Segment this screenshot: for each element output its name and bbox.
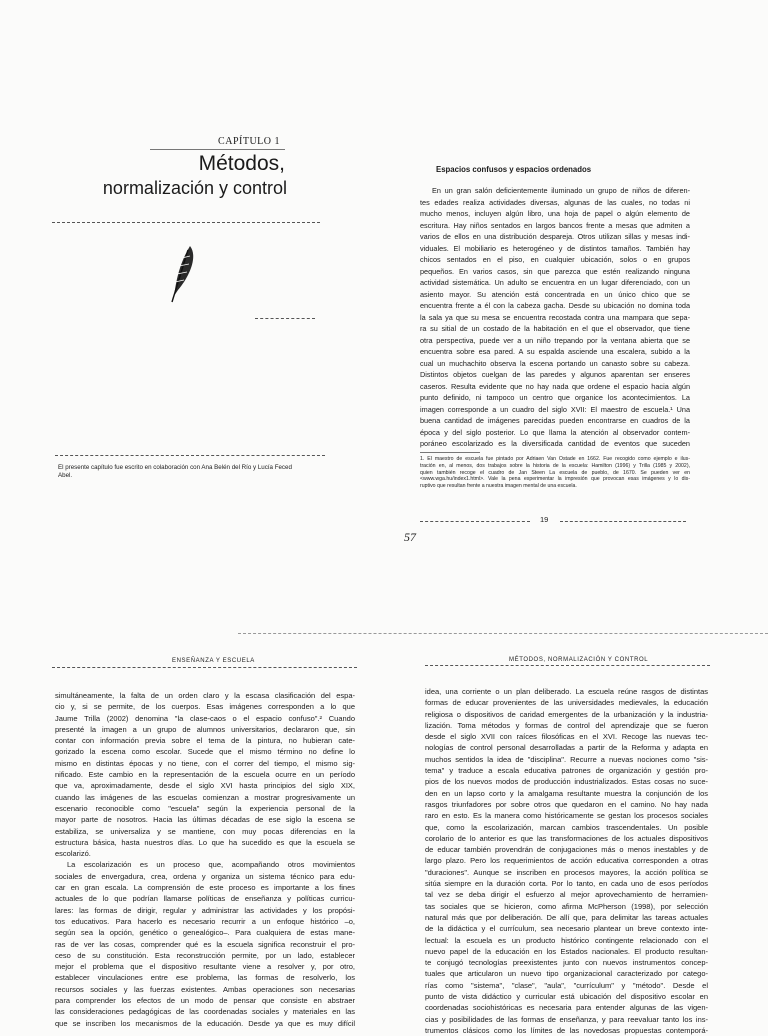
page-number-rule-right bbox=[560, 521, 686, 522]
text-line: nuevo papel de la educación en los Estados nacionales. El producto resultan- bbox=[425, 946, 708, 956]
text-line: que, como la escolarización, marcan cambios trascendentales. Un posible bbox=[425, 822, 708, 832]
text-line: mejor el problema que el dispositivo resultante viene a resolver y, por otro, bbox=[55, 962, 355, 972]
footnote-line: tración en, al menos, dos trabajos sobre la historia de la escuela: Hamilton (1996) y Trilla (1985 y 2002), bbox=[420, 462, 690, 469]
text-line: establecer vinculaciones entre ese problema, las formas de resolverlo, los bbox=[55, 973, 355, 983]
text-line: para comprender los efectos de un modo de pensar que consiste en abstraer bbox=[55, 996, 355, 1006]
text-line: de la didáctica y el currículum, sea necesario plantear un breve contexto inte- bbox=[425, 924, 708, 934]
text-line: punto de vista didáctico y curricular está ubicación del dispositivo escolar en bbox=[425, 992, 708, 1002]
text-line: lares: las formas de dirigir, regular y administrar las actividades y los propósi- bbox=[55, 905, 355, 915]
text-line: corolario de lo anterior es que las transformaciones de los actuales dispositivos bbox=[425, 833, 708, 843]
text-line: simultáneamente, la falta de un orden claro y la escasa clasificación del espa- bbox=[55, 691, 355, 700]
text-line: ras de ver las cosas, comprender qué es la escuela significa reconstruir el pro- bbox=[55, 939, 355, 949]
text-line: imagen corresponde a un cuadro del siglo XVII: El maestro de escuela.¹ Una bbox=[420, 404, 690, 414]
text-line: presenté la imagen a un grupo de alumnos universitarios, declararon que, sin bbox=[55, 724, 355, 734]
running-head: ENSEÑANZA Y ESCUELA bbox=[172, 658, 255, 664]
text-line: que se inscriben los mecanismos de la educación. Desde ya que es muy difícil bbox=[55, 1018, 355, 1028]
chapter-title-line-1: Métodos, bbox=[198, 152, 285, 175]
chapter-label: CAPÍTULO 1 bbox=[218, 136, 280, 147]
footnote-line: El presente capítulo fue escrito en colaboración con Ana Belén del Río y Lucía Feced bbox=[58, 464, 292, 471]
text-line: tes edades realiza actividades diversas, algunas de las cuales, no todas ni bbox=[420, 197, 690, 207]
text-line: chicos sentados en el piso, en cualquier ubicación, solos o en grupos bbox=[420, 255, 690, 264]
text-line: época y del siglo posterior. Lo que llama la atención al observador contem- bbox=[420, 427, 690, 437]
text-line: sitúa siempre en la duración corta. Por lo tanto, en cada uno de esos períodos bbox=[425, 879, 708, 889]
text-line: tal vez se deba dirigir el esfuerzo al mejor aprovechamiento de herramien- bbox=[425, 890, 708, 900]
text-line: sociales de envergadura, crea, ordena y organiza un sistema técnico para edu- bbox=[55, 871, 355, 881]
body-text bbox=[425, 686, 708, 1036]
text-line: den en un lapso corto y la amalgama resultante muestra la conjunción de los bbox=[425, 788, 708, 798]
body-text bbox=[55, 690, 355, 1029]
text-line: de educar también provendrán de conjugaciones más o menos inestables y de bbox=[425, 845, 708, 855]
text-line: La escolarización es un proceso que, acompañando otros movimientos bbox=[67, 860, 355, 870]
text-line: escritura. Hay niños sentados en largos bancos frente a mesas que admiten a bbox=[420, 220, 690, 230]
text-line: cio y, si se permite, de los cuerpos. Esas imágenes corresponden a lo que bbox=[55, 702, 355, 712]
text-line: actuales de lo que podrían llamarse políticas de enseñanza y políticas curricu- bbox=[55, 894, 355, 904]
text-line: rasgos triunfadores por sobre otros que quedaron en el camino. No hay nada bbox=[425, 799, 708, 809]
footnotes bbox=[420, 456, 690, 490]
text-line: encuentra sobre esa pared. A su espalda asciende una escalera, subido a la bbox=[420, 347, 690, 356]
text-line: estructura básica, hasta nuestros días. Lo que ha sucedido es que la escuela se bbox=[55, 837, 355, 847]
page-number-rule-left bbox=[420, 521, 530, 522]
chapter-title-line-2: normalización y control bbox=[102, 178, 287, 198]
text-line: trumentos clásicos como los límites de las novedosas propuestas contemporá- bbox=[425, 1025, 708, 1035]
text-line: mucho menos, incluyen algún libro, una hoja de papel o algún elemento de bbox=[420, 209, 690, 218]
footnote-line: <www.wga.hu/index1.html>. Vale la pena experimentar la impresión que provocan esas imágenes y lo dis- bbox=[420, 476, 690, 483]
running-head-rule bbox=[52, 667, 357, 668]
handwritten-page-mark: 57 bbox=[404, 530, 416, 544]
text-line: según sea la opción, genético o genealógico–. Para cualquiera de estas mane- bbox=[55, 928, 355, 938]
text-line: que va, aproximadamente, desde el siglo XVI hasta principios del siglo XIX, bbox=[55, 781, 355, 791]
text-line: ra su sitial de un costado de la habitación en el que el observador, que tiene bbox=[420, 324, 690, 333]
running-head: MÉTODOS, NORMALIZACIÓN Y CONTROL bbox=[509, 657, 649, 663]
page-number: 19 bbox=[540, 515, 549, 524]
text-line: idea, una corriente o un plan deliberado. La escuela reúne rasgos de distintas bbox=[425, 687, 708, 696]
text-line: mayor parte de nosotros. Hacia las últimas décadas de ese siglo la escena se bbox=[55, 815, 355, 825]
text-line: tema" y traduce a escala educativa patrones de organización y gestión pro- bbox=[425, 766, 708, 776]
text-line: otra perspectiva, puede ver a un niño trepando por la ventana abierta que se bbox=[420, 335, 690, 345]
text-line: natural más que por deliberación. De allí que, para delimitar las tareas actuales bbox=[425, 912, 708, 922]
text-line: varios de ellos en una distribución despareja. Otros utilizan sillas y mesas indi- bbox=[420, 232, 690, 241]
text-line: gorizado la escena como escolar. Sucede que el mismo término no define lo bbox=[55, 747, 355, 757]
text-line: recursos sociales y las fuerzas existentes. Ambas operaciones son necesarias bbox=[55, 984, 355, 994]
footnote-line: ruptivo que resultan frente a nuestra imagen mental de una escuela. bbox=[420, 483, 577, 490]
scan-divider bbox=[238, 633, 768, 634]
text-line: largo plazo. Pero los requerimientos de acción educativa corresponden a otras bbox=[425, 856, 708, 866]
text-line: formas de educar provenientes de las universidades medievales, la educación bbox=[425, 698, 708, 708]
text-line: cias y posibilidades de las formas de enseñanza, y para reevaluar tanto los ins- bbox=[425, 1014, 708, 1024]
text-line: Distintos objetos cuelgan de las paredes y algunos aparentan ser enseres bbox=[420, 370, 690, 379]
text-line: ceso de su constitución. Esta reconstrucción permite, por un lado, establecer bbox=[55, 950, 355, 960]
text-line: mismo en distintas épocas y no tiene, con el correr del tiempo, el mismo sig- bbox=[55, 758, 355, 768]
text-line: poráneo escolarizado es la diversificada cantidad de eventos que suceden bbox=[420, 439, 690, 448]
footnote-line: 1. El maestro de escuela fue pintado por Adriaen Van Ostade en 1662. Fue recogido como ejemplo e ilus- bbox=[420, 456, 690, 462]
text-line: las consideraciones pedagógicas de las coordenadas sociales y materiales en las bbox=[55, 1007, 355, 1017]
text-line: punto definido, ni tampoco un centro que organice los acontecimientos. La bbox=[420, 393, 690, 402]
text-line: caseros. Resulta evidente que no hay nada que ordene el espacio hacia algún bbox=[420, 381, 690, 391]
text-line: "duraciones". Aunque se inscriben en procesos mayores, la acción política se bbox=[425, 867, 708, 877]
footnote-line: quien también recoge el cuadro de Jan Steen La escuela de pueblo, de 1670. Se pueden ver en bbox=[420, 469, 690, 476]
text-line: escenario reconocible como "escuela" según la experiencia personal de la bbox=[55, 803, 355, 813]
text-line: nologías de control personal desarrolladas a partir de la Reforma y adapta en bbox=[425, 743, 708, 753]
text-line: rías como "sistema", "clase", "aula", "currículum" y "método". Desde el bbox=[425, 980, 708, 990]
footnote-rule bbox=[420, 452, 480, 453]
text-line: te conjugó tecnologías preexistentes junto con nuevos instrumentos concep- bbox=[425, 958, 708, 968]
text-line: asiento mayor. Su atención está concentrada en un único chico que se bbox=[420, 289, 690, 299]
text-line: nificado. Este cambio en la representación de la escuela ocurre en un período bbox=[55, 770, 355, 780]
text-line: desde el siglo XVII con raíces filosóficas en el XVI. Recoge las nuevas tec- bbox=[425, 732, 708, 742]
text-line: pios de los nuevos modos de producción industrializados. Estas cosas no suce- bbox=[425, 777, 708, 787]
running-head-rule bbox=[425, 665, 710, 666]
text-line: viduales. El mobiliario es heterogéneo y de distintos tamaños. También hay bbox=[420, 243, 690, 253]
text-line: raro en esto. Es la manera como históricamente se gestan los procesos sociales bbox=[425, 811, 708, 821]
text-line: religiosa o dispositivos de caridad emergentes de la urbanización y la industria- bbox=[425, 709, 708, 719]
text-line: coordenadas sociohistóricas es necesaria para entender algunas de las vigen- bbox=[425, 1003, 708, 1013]
text-line: encuentra frente a él con la cabeza gacha. Desde su ubicación no domina toda bbox=[420, 301, 690, 310]
text-line: contar con información previa sobre el tema de la pintura, no hubieran cate- bbox=[55, 736, 355, 746]
body-text bbox=[420, 185, 690, 450]
text-line: cuando las imágenes de las escuelas comienzan a mostrar progresivamente un bbox=[55, 792, 355, 802]
text-line: pequeños. En varios casos, sin que parezca que estén realizando ninguna bbox=[420, 266, 690, 276]
text-line: estabiliza, se universaliza y se mantiene, con muy pocas diferencias en la bbox=[55, 826, 355, 836]
text-line: lización. Toma métodos y formas de control del aprendizaje que se fueron bbox=[425, 720, 708, 730]
footnote-line: Abel. bbox=[58, 472, 73, 479]
text-line: tos educativos. Para hacerlo es necesario recurrir a un enfoque histórico –o, bbox=[55, 916, 355, 926]
text-line: Jaume Trilla (2002) denomina "la clase-caos o el espacio confuso".² Cuando bbox=[55, 713, 355, 723]
text-line: En un gran salón deficientemente iluminado un grupo de niños de diferen- bbox=[432, 186, 690, 195]
text-line: lectual: la escuela es un producto histórico contingente relacionado con el bbox=[425, 935, 708, 945]
text-line: buena cantidad de imágenes parecidas pueden encontrarse en cuadros de la bbox=[420, 416, 690, 425]
text-line: muchos sentidos la idea de "disciplina". Recurre a nuevas nociones como "sis- bbox=[425, 754, 708, 764]
text-line: cual un muchachito observa la escena portando un canasto sobre su cabeza. bbox=[420, 358, 690, 368]
text-line: escolarizó. bbox=[55, 849, 91, 859]
text-line: tuales que articularon un nuevo tipo organizacional caracterizado por catego- bbox=[425, 969, 708, 979]
text-line: car en gran escala. La comprensión de este proceso es importante a los fines bbox=[55, 883, 355, 893]
section-heading: Espacios confusos y espacios ordenados bbox=[436, 165, 592, 174]
text-line: actividad sistemática. Un adulto se encuentra en un lugar diferenciado, con un bbox=[420, 278, 690, 287]
text-line: tas sociales que se hicieron, como afirma McPherson (1998), por selección bbox=[425, 901, 708, 911]
text-line: la sala ya que su mesa se encuentra recostada contra una mampara que sepa- bbox=[420, 312, 690, 322]
